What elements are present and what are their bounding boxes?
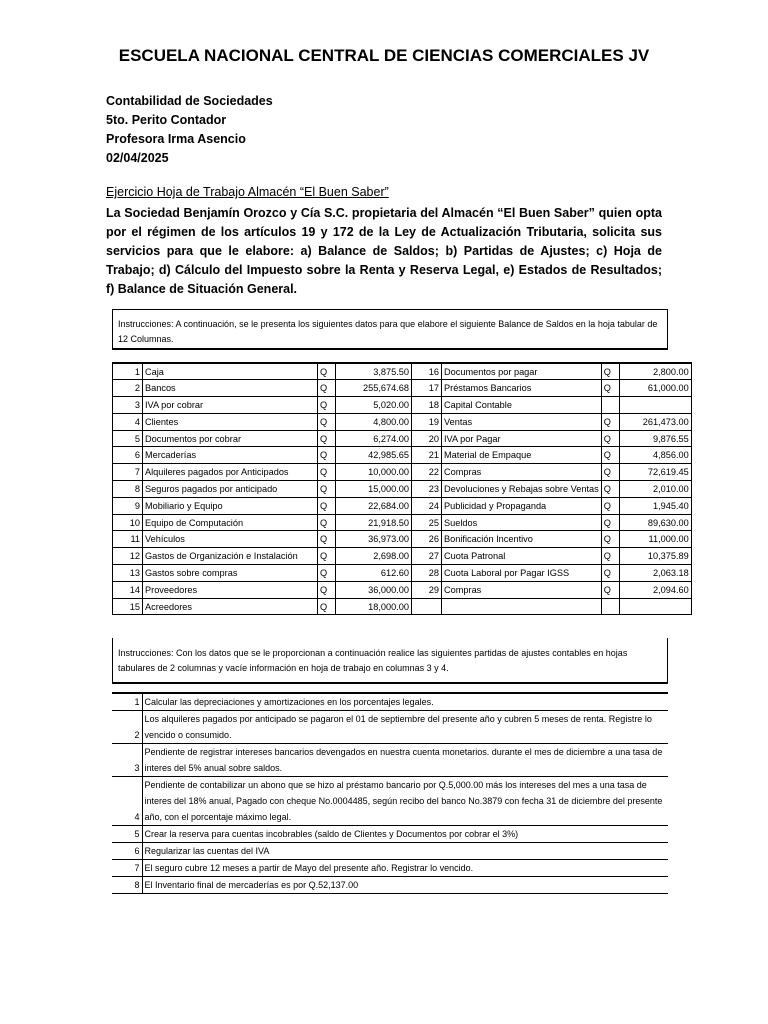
adjustment-row	[112, 877, 668, 894]
currency-symbol: Q	[601, 481, 619, 498]
account-name: Acreedores	[143, 598, 318, 615]
account-amount: 2,094.60	[619, 581, 691, 598]
currency-symbol: Q	[318, 464, 336, 481]
account-amount: 4,856.00	[619, 447, 691, 464]
currency-symbol: Q	[601, 363, 619, 380]
account-number: 16	[412, 363, 442, 380]
currency-symbol: Q	[601, 447, 619, 464]
adjustment-text: Regularizar las cuentas del IVA	[142, 843, 668, 860]
adjustment-number: 8	[112, 877, 142, 894]
document-date: 02/04/2025	[106, 151, 169, 165]
account-name: Publicidad y Propaganda	[442, 497, 602, 514]
account-amount: 21,918.50	[336, 514, 412, 531]
adjustment-number: 5	[112, 826, 142, 843]
currency-symbol: Q	[601, 581, 619, 598]
account-number: 14	[113, 581, 143, 598]
account-number: 3	[113, 397, 143, 414]
account-number: 22	[412, 464, 442, 481]
account-name: Material de Empaque	[442, 447, 602, 464]
account-name: Préstamos Bancarios	[442, 380, 602, 397]
adjustment-number: 7	[112, 860, 142, 877]
teacher-name: Profesora Irma Asencio	[106, 132, 246, 146]
account-row	[113, 497, 692, 514]
account-number: 29	[412, 581, 442, 598]
adjustment-text: Pendiente de contabilizar un abono que se hizo al préstamo bancario por Q.5,000.00 más los intereses del mes a una tasa de interes del 18% anual, Pagado con cheque No.0004485, según recibo del banco No.3879 con fecha 31 de diciembre del presente año, con el porcentaje máximo legal.	[142, 777, 668, 826]
currency-symbol: Q	[601, 531, 619, 548]
account-amount: 2,063.18	[619, 565, 691, 582]
account-amount: 4,800.00	[336, 413, 412, 430]
account-amount: 1,945.40	[619, 497, 691, 514]
account-amount: 15,000.00	[336, 481, 412, 498]
account-name: Cuota Patronal	[442, 548, 602, 565]
adjustment-row	[112, 711, 668, 744]
account-number: 11	[113, 531, 143, 548]
account-number: 23	[412, 481, 442, 498]
account-row	[113, 565, 692, 582]
account-amount	[619, 397, 691, 414]
account-row	[113, 430, 692, 447]
account-row	[113, 397, 692, 414]
account-number: 1	[113, 363, 143, 380]
account-amount: 2,800.00	[619, 363, 691, 380]
currency-symbol: Q	[601, 430, 619, 447]
currency-symbol: Q	[601, 464, 619, 481]
adjustment-text: Los alquileres pagados por anticipado se pagaron el 01 de septiembre del presente año y cubren 5 meses de renta. Registre lo vencido o consumido.	[142, 711, 668, 744]
account-number: 7	[113, 464, 143, 481]
adjustment-text: El seguro cubre 12 meses a partir de Mayo del presente año. Registrar lo vencido.	[142, 860, 668, 877]
account-amount: 2,010.00	[619, 481, 691, 498]
account-number: 15	[113, 598, 143, 615]
account-amount: 61,000.00	[619, 380, 691, 397]
account-name: IVA por Pagar	[442, 430, 602, 447]
header-info	[106, 92, 273, 168]
account-name: Capital Contable	[442, 397, 602, 414]
account-name: Cuota Laboral por Pagar IGSS	[442, 565, 602, 582]
account-name: Bonificación Incentivo	[442, 531, 602, 548]
adjustment-text: Calcular las depreciaciones y amortizaciones en los porcentajes legales.	[142, 693, 668, 711]
account-amount: 10,375.89	[619, 548, 691, 565]
currency-symbol	[601, 397, 619, 414]
account-row	[113, 548, 692, 565]
adjustment-number: 6	[112, 843, 142, 860]
account-amount: 3,875.50	[336, 363, 412, 380]
account-row	[113, 581, 692, 598]
account-name: Vehículos	[143, 531, 318, 548]
account-amount: 36,000.00	[336, 581, 412, 598]
account-row	[113, 363, 692, 380]
adjustment-number: 4	[112, 777, 142, 826]
currency-symbol: Q	[601, 565, 619, 582]
currency-symbol: Q	[318, 598, 336, 615]
adjustment-text: Pendiente de registrar intereses bancarios devengados en nuestra cuenta monetarios. durante el mes de diciembre a una tasa de interes del 5% anual sobre saldos.	[142, 744, 668, 777]
account-number: 10	[113, 514, 143, 531]
account-name: Compras	[442, 581, 602, 598]
account-name: Mobiliario y Equipo	[143, 497, 318, 514]
currency-symbol: Q	[318, 447, 336, 464]
account-name: Seguros pagados por anticipado	[143, 481, 318, 498]
account-number: 19	[412, 413, 442, 430]
account-name: Proveedores	[143, 581, 318, 598]
currency-symbol: Q	[318, 514, 336, 531]
account-name: IVA por cobrar	[143, 397, 318, 414]
account-name: Alquileres pagados por Anticipados	[143, 464, 318, 481]
currency-symbol: Q	[318, 380, 336, 397]
account-row	[113, 464, 692, 481]
grade-name: 5to. Perito Contador	[106, 113, 227, 127]
account-name: Sueldos	[442, 514, 602, 531]
account-amount: 18,000.00	[336, 598, 412, 615]
adjustment-row	[112, 693, 668, 711]
account-amount	[619, 598, 691, 615]
currency-symbol: Q	[318, 430, 336, 447]
adjustment-text: El Inventario final de mercaderías es por Q.52,137.00	[142, 877, 668, 894]
currency-symbol: Q	[318, 397, 336, 414]
account-number: 17	[412, 380, 442, 397]
account-number: 21	[412, 447, 442, 464]
adjustment-number: 2	[112, 711, 142, 744]
exercise-description: La Sociedad Benjamín Orozco y Cía S.C. propietaria del Almacén “El Buen Saber” quien opta por el régimen de los artículos 19 y 172 de la Ley de Actualización Tributaria, solicita sus servicios para que le elabore: a) Balance de Saldos; b) Partidas de Ajustes; c) Hoja de Trabajo; d) Cálculo del Impuesto sobre la Renta y Reserva Legal, e) Estados de Resultados; f) Balance de Situación General.	[106, 206, 662, 296]
account-amount: 2,698.00	[336, 548, 412, 565]
adjustment-row	[112, 826, 668, 843]
adjustment-row	[112, 777, 668, 826]
account-number: 4	[113, 413, 143, 430]
currency-symbol: Q	[601, 514, 619, 531]
account-amount: 10,000.00	[336, 464, 412, 481]
account-number: 25	[412, 514, 442, 531]
account-amount: 22,684.00	[336, 497, 412, 514]
account-amount: 261,473.00	[619, 413, 691, 430]
account-number: 27	[412, 548, 442, 565]
currency-symbol: Q	[318, 497, 336, 514]
account-number: 24	[412, 497, 442, 514]
currency-symbol: Q	[318, 363, 336, 380]
currency-symbol: Q	[318, 581, 336, 598]
currency-symbol: Q	[318, 565, 336, 582]
account-name: Equipo de Computación	[143, 514, 318, 531]
currency-symbol	[601, 598, 619, 615]
account-number: 18	[412, 397, 442, 414]
account-amount: 42,985.65	[336, 447, 412, 464]
adjustment-row	[112, 843, 668, 860]
account-amount: 5,020.00	[336, 397, 412, 414]
account-name: Caja	[143, 363, 318, 380]
account-number: 28	[412, 565, 442, 582]
currency-symbol: Q	[601, 548, 619, 565]
account-number: 13	[113, 565, 143, 582]
account-number: 8	[113, 481, 143, 498]
account-number: 20	[412, 430, 442, 447]
account-row	[113, 380, 692, 397]
accounts-table	[112, 362, 692, 615]
adjustment-number: 3	[112, 744, 142, 777]
adjustment-number: 1	[112, 693, 142, 711]
account-name: Compras	[442, 464, 602, 481]
adjustment-text: Crear la reserva para cuentas incobrables (saldo de Clientes y Documentos por cobrar el 3%)	[142, 826, 668, 843]
account-name	[442, 598, 602, 615]
account-amount: 9,876.55	[619, 430, 691, 447]
account-name: Clientes	[143, 413, 318, 430]
currency-symbol: Q	[601, 380, 619, 397]
account-row	[113, 481, 692, 498]
account-name: Documentos por cobrar	[143, 430, 318, 447]
account-row	[113, 447, 692, 464]
currency-symbol: Q	[318, 481, 336, 498]
account-amount: 11,000.00	[619, 531, 691, 548]
currency-symbol: Q	[318, 413, 336, 430]
account-name: Mercaderías	[143, 447, 318, 464]
currency-symbol: Q	[601, 497, 619, 514]
account-amount: 612.60	[336, 565, 412, 582]
account-name: Bancos	[143, 380, 318, 397]
account-name: Devoluciones y Rebajas sobre Ventas	[442, 481, 602, 498]
instructions-balance: Instrucciones: A continuación, se le presenta los siguientes datos para que elabore el siguiente Balance de Saldos en la hoja tabular de 12 Columnas.	[112, 309, 668, 350]
account-name: Documentos por pagar	[442, 363, 602, 380]
account-number: 9	[113, 497, 143, 514]
adjustments-table	[112, 692, 668, 894]
adjustment-row	[112, 744, 668, 777]
account-amount: 6,274.00	[336, 430, 412, 447]
account-number	[412, 598, 442, 615]
account-name: Gastos de Organización e Instalación	[143, 548, 318, 565]
currency-symbol: Q	[601, 413, 619, 430]
course-name: Contabilidad de Sociedades	[106, 94, 273, 108]
account-number: 5	[113, 430, 143, 447]
account-amount: 36,973.00	[336, 531, 412, 548]
adjustment-row	[112, 860, 668, 877]
account-row	[113, 514, 692, 531]
account-name: Ventas	[442, 413, 602, 430]
account-number: 26	[412, 531, 442, 548]
instructions-adjustments: Instrucciones: Con los datos que se le proporcionan a continuación realice las siguientes partidas de ajustes contables en hojas tabulares de 2 columnas y vacíe información en hoja de trabajo en columnas 3 y 4.	[112, 638, 668, 684]
account-name: Gastos sobre compras	[143, 565, 318, 582]
account-row	[113, 413, 692, 430]
document-title: ESCUELA NACIONAL CENTRAL DE CIENCIAS COMERCIALES JV	[118, 46, 650, 65]
currency-symbol: Q	[318, 531, 336, 548]
exercise-title: Ejercicio Hoja de Trabajo Almacén “El Buen Saber”	[106, 185, 389, 199]
account-number: 6	[113, 447, 143, 464]
account-amount: 255,674.68	[336, 380, 412, 397]
account-row	[113, 531, 692, 548]
account-number: 12	[113, 548, 143, 565]
account-number: 2	[113, 380, 143, 397]
account-row	[113, 598, 692, 615]
currency-symbol: Q	[318, 548, 336, 565]
account-amount: 72,619.45	[619, 464, 691, 481]
account-amount: 89,630.00	[619, 514, 691, 531]
